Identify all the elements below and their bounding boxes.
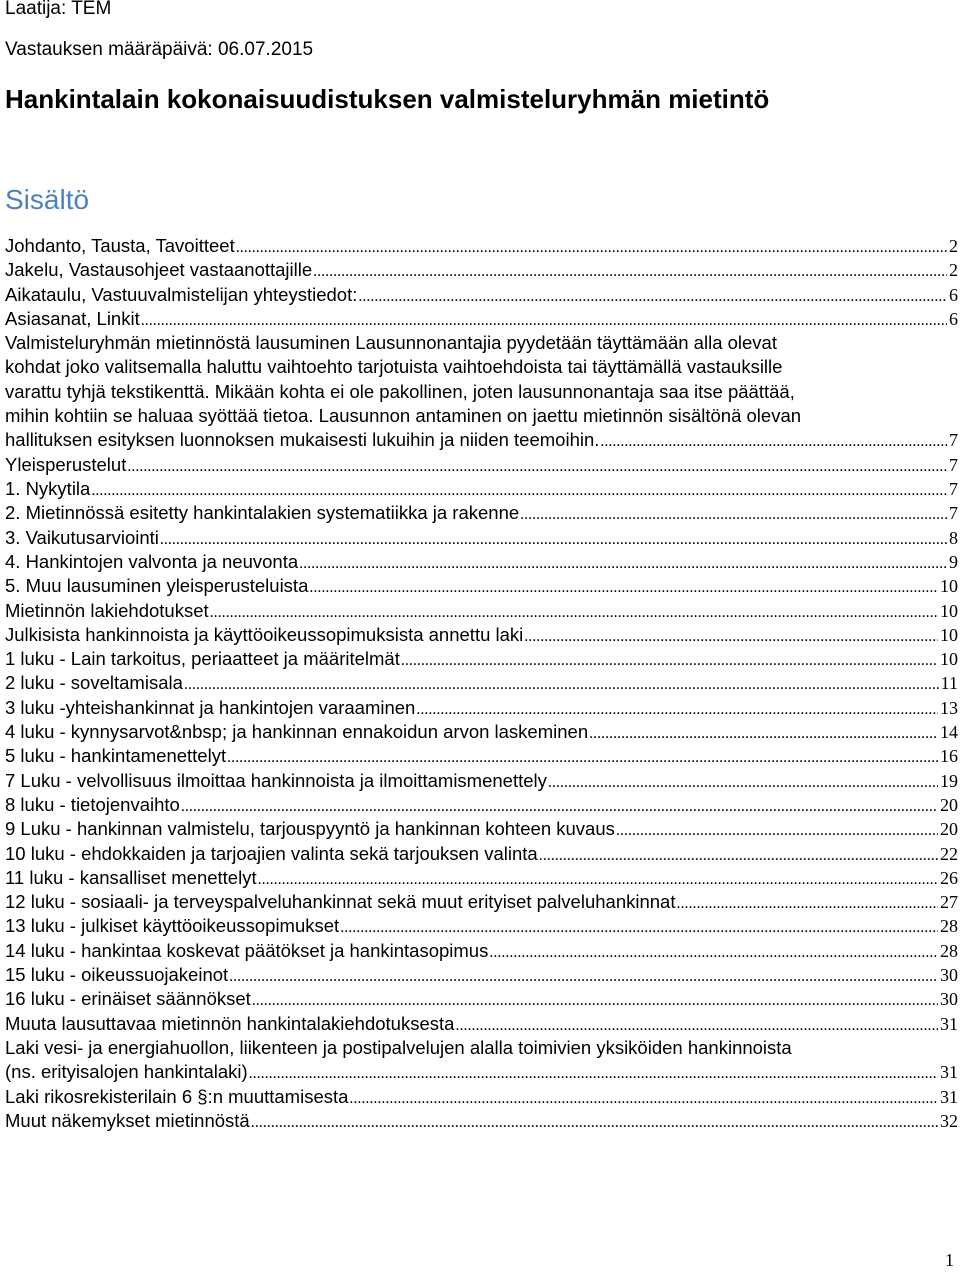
- toc-entry-title: 4 luku - kynnysarvot&nbsp; ja hankinnan ennakoidun arvon laskeminen: [5, 721, 589, 742]
- toc-entry-page: 32: [940, 1110, 958, 1131]
- toc-entry-text-line: varattu tyhjä tekstikenttä. Mikään kohta ei ole pakollinen, joten lausunnonantaja saa itse päättää,: [5, 380, 795, 402]
- toc-entry[interactable]: [5, 647, 958, 673]
- toc-entry-title: 2 luku - soveltamisala: [5, 672, 183, 694]
- toc-entry[interactable]: [5, 890, 958, 916]
- toc-entry-page: 31: [940, 1062, 958, 1083]
- toc-entry-title: 15 luku - oikeussuojakeinot: [5, 964, 229, 985]
- toc-leader-dots: [251, 989, 938, 1013]
- toc-entry-title: 13 luku - julkiset käyttöoikeussopimukset: [5, 915, 340, 937]
- toc-entry-title: 14 luku - hankintaa koskevat päätökset ja hankintasopimus: [5, 939, 489, 961]
- toc-leader-dots: [357, 285, 947, 309]
- toc-entry-title: 4. Hankintojen valvonta ja neuvonta: [5, 550, 299, 572]
- deadline-line: Vastauksen määräpäivä: 06.07.2015: [5, 39, 314, 60]
- toc-leader-dots: [519, 503, 947, 527]
- toc-leader-dots: [488, 941, 938, 965]
- toc-entry[interactable]: [5, 817, 958, 843]
- toc-leader-dots: [454, 1014, 938, 1038]
- toc-heading: Sisältö: [5, 184, 90, 215]
- toc-entry-page: 2: [949, 260, 958, 281]
- toc-leader-dots: [415, 698, 938, 722]
- toc-entry-page: 10: [940, 576, 958, 597]
- toc-leader-dots: [235, 236, 947, 260]
- toc-entry-page: 30: [940, 965, 958, 985]
- toc-entry-page: 11: [940, 673, 958, 694]
- toc-entry[interactable]: [5, 793, 958, 819]
- toc-leader-dots: [523, 625, 938, 649]
- toc-entry-title: 3. Vaikutusarviointi: [5, 526, 159, 548]
- toc-entry[interactable]: [5, 866, 958, 892]
- toc-entry-page: 7: [949, 430, 958, 451]
- toc-entry[interactable]: [5, 574, 958, 600]
- toc-entry-title: Asiasanat, Linkit: [5, 307, 140, 329]
- toc-leader-dots: [126, 455, 947, 479]
- toc-entry[interactable]: [5, 1085, 958, 1111]
- toc-leader-dots: [615, 819, 938, 843]
- toc-entry[interactable]: [5, 453, 958, 479]
- toc-entry[interactable]: [5, 234, 958, 260]
- toc-entry[interactable]: [5, 477, 958, 503]
- toc-entry-title: Laki rikosrekisterilain 6 §:n muuttamisesta: [5, 1085, 349, 1107]
- toc-entry[interactable]: [5, 599, 958, 625]
- toc-entry[interactable]: [5, 550, 958, 576]
- toc-entry-title: hallituksen esityksen luonnoksen mukaisesti lukuihin ja niiden teemoihin.: [5, 429, 600, 451]
- toc-entry-title: Julkisista hankinnoista ja käyttöoikeussopimuksista annettu laki: [5, 623, 524, 645]
- toc-entry-page: 6: [949, 284, 958, 305]
- toc-entry[interactable]: [5, 987, 958, 1013]
- toc-leader-dots: [298, 552, 947, 576]
- toc-entry-title: 12 luku - sosiaali- ja terveyspalveluhankinnat sekä muut erityiset palveluhankinnat: [5, 891, 676, 913]
- toc-entry-title: 11 luku - kansalliset menettelyt: [5, 866, 257, 888]
- toc-entry-title: 8 luku - tietojenvaihto: [5, 793, 180, 815]
- toc-entry[interactable]: [5, 331, 958, 454]
- toc-entry-text-line: Laki vesi- ja energiahuollon, liikenteen ja postipalvelujen alalla toimivien yksiköiden hankinnoista: [5, 1036, 792, 1058]
- toc-leader-dots: [250, 1111, 938, 1135]
- toc-entry[interactable]: [5, 307, 958, 333]
- toc-leader-dots: [183, 673, 939, 697]
- toc-entry-page: 30: [940, 989, 958, 1010]
- toc-entry-title: Yleisperustelut: [5, 453, 127, 475]
- toc-leader-dots: [226, 746, 938, 770]
- toc-entry-title: Muuta lausuttavaa mietinnön hankintalakiehdotuksesta: [5, 1012, 455, 1034]
- toc-entry-page: 7: [949, 479, 958, 499]
- toc-entry-page: 6: [949, 308, 958, 329]
- toc-entry-page: 10: [940, 600, 958, 621]
- toc-entry-page: 2: [949, 236, 958, 256]
- toc-entry-text-line: mihin kohtiin se haluaa syöttää tietoa. Lausunnon antaminen on jaettu mietinnön sisältönä olevan: [5, 405, 802, 427]
- toc-leader-dots: [159, 528, 947, 552]
- toc-entry[interactable]: [5, 842, 958, 868]
- toc-entry-page: 13: [940, 697, 958, 718]
- toc-entry[interactable]: [5, 501, 958, 527]
- toc-entry[interactable]: [5, 720, 958, 746]
- toc-entry-title: Mietinnön lakiehdotukset: [5, 599, 209, 621]
- toc-entry-page: 26: [940, 867, 958, 888]
- toc-entry-title: Muut näkemykset mietinnöstä: [5, 1109, 250, 1131]
- toc-leader-dots: [228, 965, 938, 989]
- toc-leader-dots: [348, 1087, 938, 1111]
- toc-entry[interactable]: [5, 1036, 958, 1087]
- toc-entry-text-line: Valmisteluryhmän mietinnöstä lausuminen Lausunnonantajia pyydetään täyttämään alla olevat: [5, 332, 777, 354]
- toc-entry-page: 9: [949, 551, 958, 572]
- toc-leader-dots: [599, 430, 947, 454]
- toc-leader-dots: [308, 576, 938, 600]
- toc-entry[interactable]: [5, 914, 958, 940]
- toc-entry-page: 27: [940, 892, 958, 913]
- toc-entry-title: 9 Luku - hankinnan valmistelu, tarjouspyyntö ja hankinnan kohteen kuvaus: [5, 818, 615, 840]
- toc-entry-title: 2. Mietinnössä esitetty hankintalakien systematiikka ja rakenne: [5, 502, 520, 524]
- toc-entry[interactable]: [5, 283, 958, 309]
- toc-leader-dots: [248, 1062, 938, 1086]
- toc-entry-title: Johdanto, Tausta, Tavoitteet: [5, 235, 235, 256]
- toc-entry-page: 8: [949, 527, 958, 548]
- toc-leader-dots: [257, 868, 938, 892]
- toc-entry[interactable]: [5, 258, 958, 284]
- toc-leader-dots: [180, 795, 938, 819]
- toc-entry[interactable]: [5, 696, 958, 722]
- toc-leader-dots: [90, 479, 947, 503]
- toc-entry-title: Jakelu, Vastausohjeet vastaanottajille: [5, 259, 313, 281]
- toc-entry-title: 10 luku - ehdokkaiden ja tarjoajien valinta sekä tarjouksen valinta: [5, 842, 538, 864]
- toc-entry-page: 10: [940, 624, 958, 645]
- toc-leader-dots: [675, 892, 938, 916]
- toc-leader-dots: [140, 309, 947, 333]
- toc-entry-title: 5. Muu lausuminen yleisperusteluista: [5, 575, 309, 597]
- toc-leader-dots: [538, 844, 938, 868]
- page-number: 1: [945, 1250, 954, 1270]
- toc-entry-title: 1 luku - Lain tarkoitus, periaatteet ja määritelmät: [5, 648, 400, 670]
- toc-entry-title: 16 luku - erinäiset säännökset: [5, 988, 251, 1010]
- toc-entry-page: 7: [949, 454, 958, 475]
- toc-entry-page: 20: [940, 819, 958, 840]
- toc-entry-page: 28: [940, 940, 958, 961]
- toc-entry[interactable]: [5, 526, 958, 552]
- toc-entry-title: 1. Nykytila: [5, 478, 91, 499]
- toc-entry[interactable]: [5, 623, 958, 649]
- toc-entry-page: 16: [940, 746, 958, 767]
- toc-entry-title: 7 Luku - velvollisuus ilmoittaa hankinnoista ja ilmoittamismenettely: [5, 769, 547, 791]
- author-line: Laatija: TEM: [5, 0, 112, 19]
- toc-entry[interactable]: [5, 1109, 958, 1135]
- toc-leader-dots: [547, 771, 938, 795]
- toc-leader-dots: [400, 649, 938, 673]
- toc-entry-page: 7: [949, 503, 958, 524]
- toc-leader-dots: [312, 260, 947, 284]
- toc-entry-page: 20: [940, 794, 958, 815]
- document-title: Hankintalain kokonaisuudistuksen valmisteluryhmän mietintö: [5, 84, 770, 114]
- toc-entry[interactable]: [5, 1012, 958, 1038]
- toc-entry-page: 14: [940, 722, 958, 742]
- toc-entry-page: 31: [940, 1086, 958, 1107]
- toc-entry-text-line: kohdat joko valitsemalla haluttu vaihtoehto tarjotuista vaihtoehdoista tai täyttämällä vastauksille: [5, 356, 783, 378]
- toc-entry-page: 31: [940, 1013, 958, 1034]
- toc-entry[interactable]: [5, 744, 958, 770]
- toc-leader-dots: [588, 722, 938, 746]
- toc-entry[interactable]: [5, 769, 958, 795]
- toc-entry-title: (ns. erityisalojen hankintalaki): [5, 1061, 248, 1083]
- toc-leader-dots: [209, 601, 938, 625]
- toc-entry-page: 22: [940, 843, 958, 864]
- toc-entry-page: 19: [940, 770, 958, 791]
- toc-entry-title: 3 luku -yhteishankinnat ja hankintojen varaaminen: [5, 696, 416, 718]
- toc-entry-title: Aikataulu, Vastuuvalmistelijan yhteystiedot:: [5, 283, 358, 305]
- toc-entry-title: 5 luku - hankintamenettelyt: [5, 745, 227, 767]
- toc-entry[interactable]: [5, 671, 958, 697]
- toc-entry[interactable]: [5, 939, 958, 965]
- toc-entry[interactable]: [5, 963, 958, 989]
- toc-entry-page: 28: [940, 916, 958, 937]
- toc-entry-page: 10: [940, 649, 958, 670]
- toc-leader-dots: [339, 916, 938, 940]
